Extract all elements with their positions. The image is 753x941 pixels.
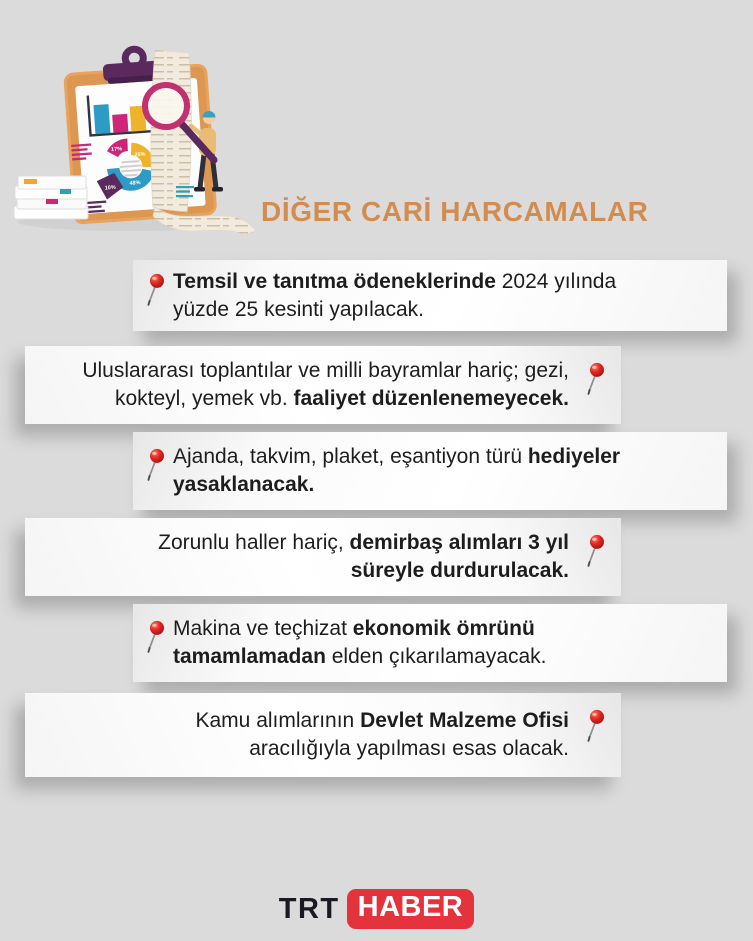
- donut-label-48: 48%: [129, 180, 141, 187]
- donut-label-10: 10%: [104, 184, 116, 192]
- card-text: Temsil ve tanıtma ödeneklerinde 2024 yılında yüzde 25 kesinti yapılacak.: [173, 269, 617, 321]
- pushpin-icon: [145, 273, 168, 308]
- info-card: [25, 518, 621, 596]
- info-card: [133, 604, 727, 682]
- info-card: [133, 432, 727, 510]
- info-card: [133, 260, 727, 331]
- pushpin-icon: [585, 709, 608, 744]
- info-card: [25, 346, 621, 424]
- budget-analysis-illustration: [8, 40, 258, 236]
- pushpin-icon: [585, 362, 608, 397]
- page-title: DİĞER CARİ HARCAMALAR: [261, 196, 649, 227]
- logo-trt-text: TRT: [278, 892, 340, 925]
- trt-haber-logo: [0, 889, 753, 929]
- card-text: Uluslararası toplantılar ve milli bayramlar hariç; gezi, kokteyl, yemek vb. faaliyet düzenlenemeyecek.: [82, 359, 569, 410]
- card-text: Ajanda, takvim, plaket, eşantiyon türü hediyeler yasaklanacak.: [173, 445, 621, 496]
- card-text: Kamu alımlarının Devlet Malzeme Ofisi aracılığıyla yapılması esas olacak.: [195, 709, 569, 760]
- pushpin-icon: [585, 534, 608, 569]
- donut-label-25: 25%: [134, 151, 146, 159]
- card-text: Makina ve teçhizat ekonomik ömrünü tamamlamadan elden çıkarılamayacak.: [173, 617, 547, 668]
- paper-stack: [14, 176, 88, 219]
- pushpin-icon: [145, 620, 168, 655]
- donut-label-17: 17%: [110, 146, 123, 154]
- info-card: [25, 693, 621, 777]
- pushpin-icon: [145, 448, 168, 483]
- card-text: Zorunlu haller hariç, demirbaş alımları 3 yıl süreyle durdurulacak.: [158, 531, 569, 582]
- logo-haber-badge: HABER: [347, 889, 475, 929]
